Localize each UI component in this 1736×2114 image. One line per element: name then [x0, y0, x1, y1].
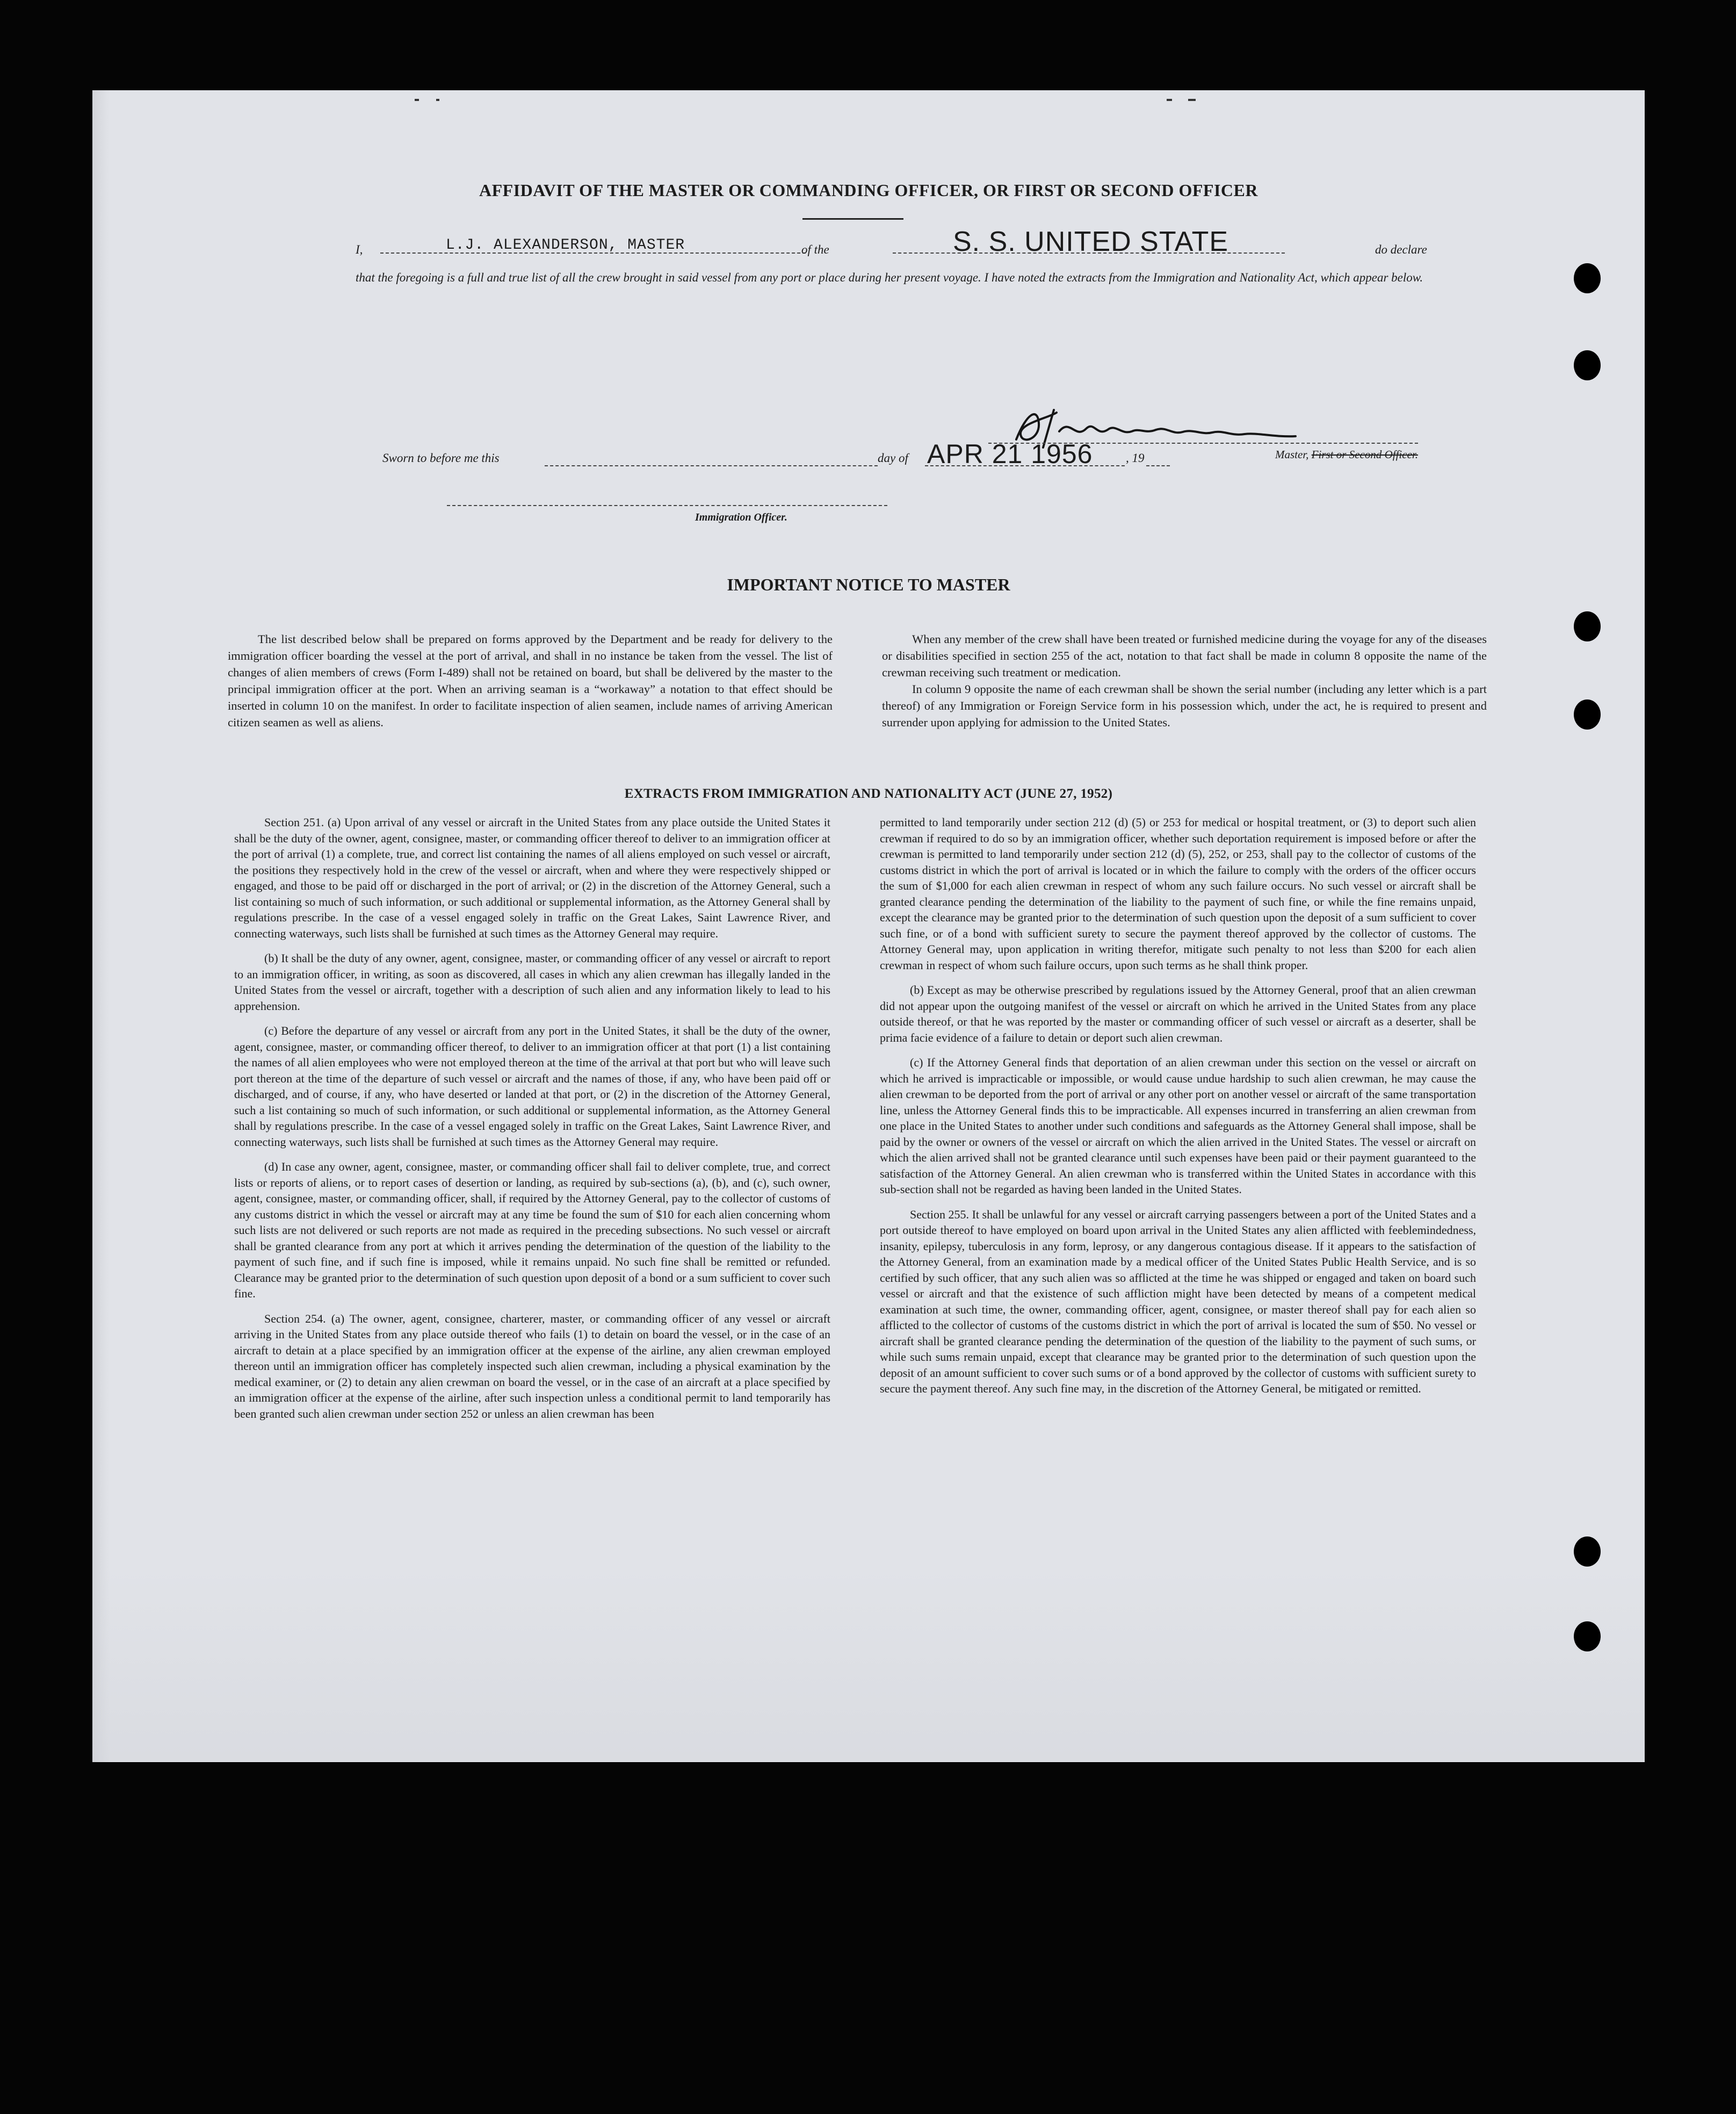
- scan-mark: [1167, 99, 1172, 101]
- of-the-label: of the: [801, 243, 829, 256]
- title-rule: [802, 218, 903, 220]
- immigration-officer-line: [447, 505, 887, 506]
- notice-paragraph: The list described below shall be prepared on forms approved by the Department and be ready for delivery to the immigration officer boarding the vessel at the port of arrival, and shall in no instance be taken from the vessel. The list of changes of alien members of crews (Form I-489) shall not be retained on board, but shall be delivered by the master to the principal immigration officer at the port. When an arriving seaman is a “workaway” a notation to that effect should be inserted in column 10 on the manifest. In order to facilitate inspection of alien seamen, include names of arriving American citizen seamen as well as aliens.: [228, 632, 833, 729]
- i-label: I,: [356, 243, 363, 256]
- binder-hole: [1574, 1621, 1601, 1651]
- section-255: Section 255. It shall be unlawful for any vessel or aircraft carrying passengers between a port of the United States and a port outside thereof to have employed on board upon arrival in the United States any alien afflicted with feeblemindedness, insanity, epilepsy, tuberculosis in any form, leprosy, or any dangerous contagious disease. If it appears to the satisfaction of the Attorney General, from an examination made by a medical officer of the United States Public Health Service, and is so certified by such officer, that any such alien was so afflicted at the time he was shipped or engaged and taken on board such vessel or aircraft and that the existence of such affliction might have been detected by means of a competent medical examination at such time, the owner, commanding officer, agent, consignee, or master thereof shall pay for each alien so afflicted to the collector of customs of the customs district in which the port of arrival is located the sum of $50. No vessel or aircraft shall be granted clearance pending the determination of the question of the liability to the payment of such sums, or while such sums remain unpaid, except that clearance may be granted prior to the determination of such question upon the deposit of an amount sufficient to cover such sums or of a bond approved by the collector of customs with sufficient surety to secure the payment thereof. Any such fine may, in the discretion of the Attorney General, be mitigated or remitted.: [880, 1207, 1476, 1395]
- year-line: [1146, 465, 1170, 466]
- vessel-name-stamp: S. S. UNITED STATE: [953, 226, 1229, 257]
- section-254-a: Section 254. (a) The owner, agent, consignee, charterer, master, or commanding officer of any vessel or aircraft arriving in the United States from any place outside thereof who fails (1) to detain on board the vessel, or in the case of an aircraft to detain at a place specified by an immigration officer at the expense of the airline, any alien crewman employed thereon until an immigration officer has completely inspected such alien crewman, including a physical examination by the medical examiner, or (2) to detain any alien crewman on board the vessel, or in the case of an aircraft at a place specified by an immigration officer at the expense of the airline, after such inspection unless a conditional permit to land temporarily has been granted such alien crewman under section 252 or unless an alien crewman has been: [234, 1311, 830, 1420]
- sworn-label: Sworn to before me this: [382, 451, 500, 465]
- section-254-c: (c) If the Attorney General finds that deportation of an alien crewman under this section on the vessel or aircraft on which he arrived is impracticable or impossible, or would cause undue hardship to such alien crewman, he may cause the alien crewman to be deported from the port of arrival or any other port on another vessel or aircraft of the same transportation line, unless the Attorney General finds this to be impracticable. All expenses incurred in transferring an alien crewman from one place in the United States to another under such conditions and safeguards as the Attorney General shall impose, shall be paid by the owner or owners of the vessel or aircraft on which the alien arrived in the United States. The vessel or aircraft on which the alien arrived shall not be granted clearance until such expenses have been paid or their payment guaranteed to the satisfaction of the Attorney General. An alien crewman who is transferred within the United States in accordance with this sub-section shall not be regarded as having been landed in the United States.: [880, 1056, 1476, 1196]
- section-251-a: Section 251. (a) Upon arrival of any vessel or aircraft in the United States from any place outside the United States it shall be the duty of the owner, agent, consignee, master, or commanding officer thereof to deliver to an immigration officer at the port of arrival (1) a complete, true, and correct list containing the names of all aliens employed on such vessel or aircraft, the positions they respectively hold in the crew of the vessel or aircraft, when and where they were respectively shipped or engaged, and those to be paid off or discharged in the port of arrival; or (2) in the discretion of the Attorney General, such a list containing so much of such information, or such additional or supplemental information, as the Attorney General shall by regulations prescribe. In the case of a vessel engaged solely in traffic on the Great Lakes, Saint Lawrence River, and connecting waterways, such lists shall be furnished at such times as the Attorney General may require.: [234, 816, 830, 940]
- notice-paragraph: When any member of the crew shall have been treated or furnished medicine during the voyage for any of the diseases or disabilities specified in section 255 of the act, notation to that fact shall be made in column 8 opposite the name of the crewman receiving such treatment or medication.: [882, 632, 1487, 679]
- notice-paragraph: In column 9 opposite the name of each crewman shall be shown the serial number (including any letter which is a part thereof) of any Immigration or Foreign Service form in his possession which, under the act, he is required to present and surrender upon applying for admission to the United States.: [882, 682, 1487, 729]
- sworn-day-line: [545, 465, 878, 466]
- affidavit-title: AFFIDAVIT OF THE MASTER OR COMMANDING OFFICER, OR FIRST OR SECOND OFFICER: [479, 181, 1258, 200]
- binder-hole: [1574, 263, 1601, 293]
- section-251-b: (b) It shall be the duty of any owner, agent, consignee, master, or commanding officer of any vessel or aircraft to report to an immigration officer, in writing, as soon as discovered, all cases in which any alien crewman has illegally landed in the United States from the vessel or aircraft, together with a description of such alien and any information likely to lead to his apprehension.: [234, 951, 830, 1013]
- binder-hole: [1574, 1536, 1601, 1567]
- declare-label: do declare: [1375, 243, 1427, 256]
- master-name-field: L.J. ALEXANDERSON, MASTER: [446, 237, 685, 254]
- scan-mark: [1188, 99, 1196, 101]
- day-of-label: day of: [878, 451, 908, 465]
- section-251-c: (c) Before the departure of any vessel or aircraft from any port in the United States, it shall be the duty of the owner, agent, consignee, master, or commanding officer thereof, to deliver to an immigration officer at that port (1) a list containing the names of all alien employees who were not employed thereon at the time of the arrival at that port but who will leave such port thereon at the time of the departure of such vessel or aircraft and the names of those, if any, who have been paid off or discharged, and of course, if any, who have deserted or landed at that port, or (2) in the discretion of the Attorney General, such a list containing so much of such information, or such additional or supplemental information, as the Attorney General shall by regulations prescribe. In the case of a vessel engaged solely in traffic on the Great Lakes, Saint Lawrence River, and connecting waterways, such lists shall be furnished at such times as the Attorney General may require.: [234, 1024, 830, 1149]
- master-label: Master,: [1275, 448, 1309, 461]
- year-label: , 19: [1126, 451, 1145, 465]
- declaration-block: [356, 237, 1446, 288]
- struck-officer-label: First or Second Officer.: [1311, 448, 1418, 461]
- extracts-right-column: [880, 814, 1476, 1406]
- page-shading: [92, 1568, 1645, 1761]
- extracts-left-column: [234, 814, 830, 1431]
- extracts-heading: EXTRACTS FROM IMMIGRATION AND NATIONALITY ACT (JUNE 27, 1952): [624, 787, 1113, 801]
- scan-mark: [436, 99, 439, 101]
- immigration-officer-label: Immigration Officer.: [695, 511, 787, 523]
- notice-left-column: [228, 631, 833, 731]
- notice-heading: IMPORTANT NOTICE TO MASTER: [727, 575, 1010, 594]
- section-254-b: (b) Except as may be otherwise prescribed by regulations issued by the Attorney General, proof that an alien crewman did not appear upon the outgoing manifest of the vessel or aircraft on which he arrived in the United States from any place outside thereof, or that he was reported by the master or commanding officer of such vessel or aircraft as a deserter, shall be prima facie evidence of a failure to detain or deport such alien crewman.: [880, 983, 1476, 1044]
- section-251-d: (d) In case any owner, agent, consignee, master, or commanding officer shall fail to deliver complete, true, and correct lists or reports of aliens, or to report cases of desertion or landing, as required by sub-sections (a), (b), and (c), such owner, agent, consignee, master, or commanding officer, shall, if required by the Attorney General, pay to the collector of customs of any customs district in which the vessel or aircraft may at any time be found the sum of $10 for each alien concerning whom such lists are not delivered or such reports are not made as required in the preceding subsections. No such vessel or aircraft shall be granted clearance from any port at which it arrives pending the determination of the question of the liability to the payment of such fine, and if such fine is imposed, while it remains unpaid. No such fine shall be remitted or refunded. Clearance may be granted prior to the determination of such question upon deposit of a bond or a sum sufficient to cover such fine.: [234, 1160, 830, 1300]
- notice-right-column: [882, 631, 1487, 731]
- affidavit-page: [92, 90, 1645, 1762]
- signature-title: [1275, 448, 1418, 461]
- binder-hole: [1574, 350, 1601, 380]
- scan-mark: [415, 99, 419, 101]
- declaration-text: that the foregoing is a full and true list of all the crew brought in said vessel from any port or place during her present voyage. I have noted the extracts from the Immigration and Nationality Act, which appear below.: [356, 271, 1423, 284]
- section-254-a-continued: permitted to land temporarily under section 212 (d) (5) or 253 for medical or hospital treatment, or (3) to deport such alien crewman if required to do so by an immigration officer, whether such deportation requirement is imposed before or after the crewman is permitted to land temporarily under section 212 (d) (5), 252, or 253, shall pay to the collector of customs of the customs district in which the port of arrival is located or in which the failure to comply with the orders of the officer occurs the sum of $1,000 for each alien crewman in respect of whom any such failure occurs. No such vessel or aircraft shall be granted clearance pending the determination of the liability to the payment of such fine, or while the fine remains unpaid, except the clearance may be granted prior to the determination of such question upon the deposit of a sum sufficient to cover such fine, or of a bond with sufficient surety to secure the payment thereof approved by the collector of customs. The Attorney General may, upon application in writing therefor, mitigate such penalty to not less than $200 for each alien crewman in respect of whom such failure occurs, upon such terms as he shall think proper.: [880, 816, 1476, 972]
- binder-hole: [1574, 611, 1601, 641]
- binder-hole: [1574, 699, 1601, 730]
- date-stamp: APR 21 1956: [927, 439, 1093, 469]
